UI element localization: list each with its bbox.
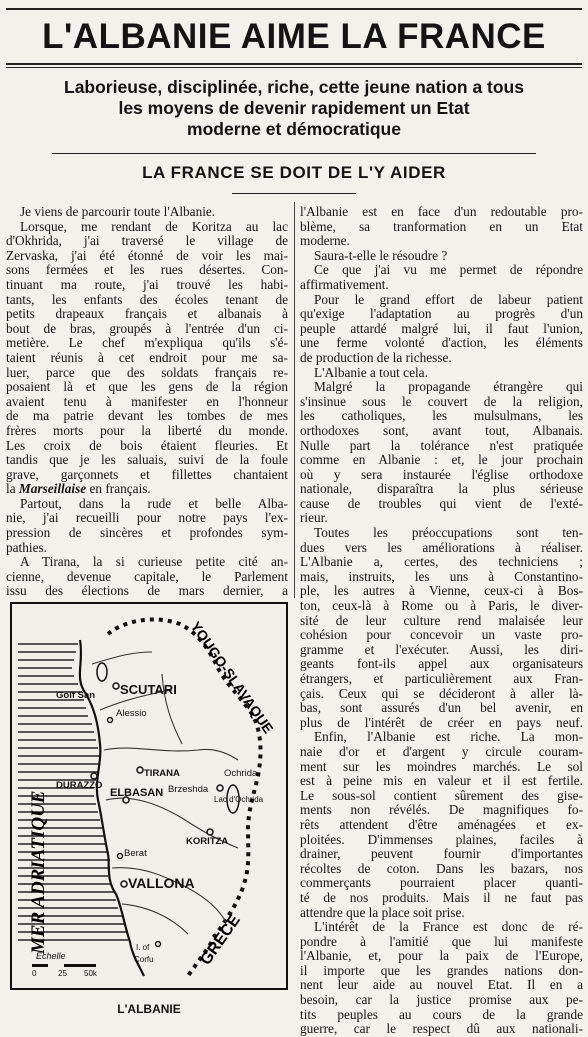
top-rule <box>6 8 582 10</box>
text-line: metière. Le chef m'expliqua qu'ils s'é- <box>6 336 288 351</box>
text-line: nie, j'ai recueilli pour notre pays l'ex- <box>6 511 288 526</box>
text-line: Saura-t-elle le résoudre ? <box>314 248 448 263</box>
map-label-koritza: KORITZA <box>186 836 229 847</box>
text-line: ple, les autres à Vienne, ceux-ci à Bos- <box>300 584 583 599</box>
subheadline <box>10 77 578 140</box>
text-line: plus de l'intérêt de créer en pays neuf. <box>300 715 583 730</box>
text-line: L'intérêt de la France est donc de ré- <box>314 920 583 935</box>
subhead-line: Laborieuse, disciplinée, riche, cette jeune nation a tous <box>64 77 524 97</box>
text-line: luer, parce que des soldats français re- <box>6 365 288 380</box>
song-title: Marseillaise <box>18 482 87 497</box>
text-line: A Tirana, la si curieuse petite cité an- <box>20 555 288 570</box>
article-column-right <box>300 205 583 1037</box>
text-line: cienne, devenue capitale, le Parlement <box>6 569 288 584</box>
text-line: geants font-ils appel aux organisateurs <box>300 657 583 672</box>
kicker-underline <box>232 193 356 194</box>
scale-bar-gap <box>48 964 64 967</box>
text-line: tits peuples au cours de la grande <box>300 1007 583 1022</box>
text-line: té de nos produits. Mais il ne faut pas <box>300 890 583 905</box>
text-line: cause de troubles qui vient de l'exté- <box>300 496 583 511</box>
map-label-alessio: Alessio <box>116 708 147 719</box>
map-drawing <box>12 604 286 988</box>
text-line: L'Albanie a, certes, des techniciens ; <box>300 555 583 570</box>
text-line: ments non révélés. De magnifiques fo- <box>300 803 583 818</box>
text-line: blème, sa tranformation en un Etat <box>300 219 583 234</box>
text-line: tandis que je les saluais, suivi de la foule <box>6 453 288 468</box>
map-label-south: GRÈCE <box>197 911 244 969</box>
text-line: nent leur aide au nouvel Etat. Il en a <box>300 978 583 993</box>
text-line: naie d'or et d'argent y circule couram- <box>300 744 583 759</box>
text-line: une ferme volonté d'action, les éléments <box>300 336 583 351</box>
text-line: L'Albanie a tout cela. <box>314 365 428 380</box>
text-line: avaient tenu à manifester en l'honneur <box>6 394 288 409</box>
map-label-tirana: TIRANA <box>144 768 180 779</box>
text-line: Lorsque, me rendant de Koritza au lac <box>20 219 288 234</box>
city-markers <box>91 683 223 947</box>
text-line: attendre que la place soit prise. <box>300 905 465 920</box>
headline-rule-thin <box>6 67 582 68</box>
text-line: pathies. <box>6 540 47 555</box>
map-label-ochrida: Ochrida <box>224 768 258 779</box>
text-line: récoltes de coton. Dans les bazars, nos <box>300 861 583 876</box>
headline-rule <box>6 63 582 65</box>
text-line: Les croix de bois étaient fleuries. Et <box>6 438 288 453</box>
kicker-top-rule <box>52 153 536 154</box>
text-line: de ma patrie devant les tombes de mes <box>6 409 288 424</box>
map-label-corfu: Corfu <box>134 955 154 964</box>
scale-tick-50: 50k <box>84 969 97 978</box>
map-caption: L'ALBANIE <box>117 1002 181 1016</box>
text-line: besoin, car la justice promise aux pe- <box>300 993 583 1008</box>
text-line: petits drapeaux français et albanais à <box>6 307 288 322</box>
text-line: d'Okhrida, j'ai traversé le village de <box>6 234 288 249</box>
map-label-sea: MER ADRIATIQUE <box>28 790 49 954</box>
text-line: tinuant ma route, j'ai trouvé les habi- <box>6 277 288 292</box>
text-line: de production de la richesse. <box>300 350 452 365</box>
text-line: orthodoxes sont, avant tout, Albanais. <box>300 423 583 438</box>
text-line: taient réunis à cet endroit pour me sa- <box>6 350 288 365</box>
scale-label: Echelle <box>36 951 66 961</box>
text-line: Ce que j'ai vu me permet de répondre <box>314 263 583 278</box>
map-label-scutari: SCUTARI <box>120 682 177 697</box>
map-label-lac-ochrida: Lac d'Ochrida <box>214 795 264 804</box>
text-line: les catholiques, les mulsulmans, les <box>300 409 583 424</box>
text-line: ton, ceux-là à Rome ou à Paris, le diver- <box>300 599 583 614</box>
text-line: drainer, peuvent fournir d'importantes <box>300 847 583 862</box>
text-line: cohésion pour concevoir un vaste pro- <box>300 628 583 643</box>
scale-bar <box>32 951 98 978</box>
text-line: peuple attardé malgré lui, il faut l'union, <box>300 321 583 336</box>
text-line: frères morts pour la liberté du monde. <box>6 423 288 438</box>
map-label-north: YOUGO-SLAVAQUE <box>187 618 277 737</box>
text-line: nationale, disparaîtra la plus sérieuse <box>300 482 583 497</box>
scale-tick-25: 25 <box>58 969 67 978</box>
text-line: affirmativement. <box>300 277 389 292</box>
albania-map <box>10 602 288 990</box>
kicker: LA FRANCE SE DOIT DE L'Y AIDER <box>142 163 446 182</box>
scale-tick-0: 0 <box>32 969 37 978</box>
headline: L'ALBANIE AIME LA FRANCE <box>42 17 546 56</box>
text-line: pression de sincères et profondes sym- <box>6 526 288 541</box>
subhead-line: les moyens de devenir rapidement un Etat <box>118 98 470 118</box>
text-line: issu des élections de mars dernier, a <box>6 584 288 599</box>
text-line: sité de leur culture rend malaisée leur <box>300 613 583 628</box>
text-line: Toutes les préoccupations sont ten- <box>314 526 583 541</box>
text-line: Je viens de parcourir toute l'Albanie. <box>20 205 216 219</box>
map-label-vallona: VALLONA <box>128 875 195 891</box>
text-line: commerçants pourraient placer quanti- <box>300 876 583 891</box>
text-line: grave, garçonnets et fillettes chantaient <box>6 467 288 482</box>
text-line: ploitées. D'immenses plaines, faciles à <box>300 832 583 847</box>
text-line: rêts attendent d'être aménagées et ex- <box>300 817 583 832</box>
map-label-iof: I. of <box>136 943 150 952</box>
text-line: comme en Albanie : et, le jour prochain <box>300 453 583 468</box>
column-divider <box>294 202 295 598</box>
text-line: Enfin, l'Albanie est riche. La mon- <box>314 730 583 745</box>
text-line: Malgré la propagande étrangère qui <box>314 380 583 395</box>
text-line: tants, les enfants des écoles tenant de <box>6 292 288 307</box>
text-line: posaient là et que les gens de la région <box>6 380 288 395</box>
text-line: moderne. <box>300 234 350 249</box>
text-line: guerre, car le respect dû aux nationali- <box>300 1022 583 1037</box>
map-label-golfsan: Golf San <box>56 690 96 701</box>
text-line: la Marseillaise en français. <box>6 482 151 497</box>
subhead-line: moderne et démocratique <box>187 119 401 139</box>
text-line: qu'exige l'adaptation au progrès d'un <box>300 307 583 322</box>
text-line: rieur. <box>300 511 328 526</box>
text-line: Pour le grand effort de labeur patient <box>314 292 583 307</box>
text-line: gramme et l'exécuter. Aussi, les diri- <box>300 642 583 657</box>
map-label-brzeshda: Brzeshda <box>168 784 209 795</box>
text-line: étrangers, et particulièrement aux Fran- <box>300 672 583 686</box>
text-line: ment sur les moindres marchés. Le sol <box>300 759 583 774</box>
text-line: Nulle part la tolérance n'est pratiquée <box>300 438 583 453</box>
map-label-elbasan: ELBASAN <box>110 787 164 799</box>
text-line: Zervaska, j'ai été étonné de voir les mai- <box>6 248 288 263</box>
text-line: bout de bras, groupés à l'entrée d'un ci- <box>6 321 288 336</box>
text-line: où y sera instaurée l'église orthodoxe <box>300 467 583 482</box>
article-column-left <box>6 205 288 599</box>
text-line: dues vers les améliorations à réaliser. <box>300 540 583 555</box>
text-line: il importe que les grandes nations don- <box>300 963 583 978</box>
map-label-durazzo: DURAZZO <box>56 780 103 791</box>
text-line: l'Albanie est en face d'un redoutable pro- <box>300 205 583 219</box>
text-line: est à peine mis en valeur et il est fertile. <box>300 774 583 789</box>
text-line: Partout, dans la rude et belle Alba- <box>20 496 288 511</box>
lake-scutari-shape <box>97 663 107 681</box>
text-line: l'Albanie, et, pour la paix de l'Europe, <box>300 949 583 964</box>
text-line: pondre à l'amitié que lui manifeste <box>300 934 583 949</box>
text-line: mais, instruits, les uns à Constantino- <box>300 569 583 584</box>
text-line: bas, sont assurés d'un bel avenir, en <box>300 701 583 716</box>
text-line: sons fermées et les rues désertes. Con- <box>6 263 288 278</box>
text-line: Le sous-sol contient sûrement des gise- <box>300 788 583 803</box>
map-label-berat: Berat <box>124 848 147 859</box>
text-line: çais. Ceux qui se décideront à aller là- <box>300 686 583 701</box>
text-line: s'insinue sous le couvert de la religion, <box>300 394 583 409</box>
